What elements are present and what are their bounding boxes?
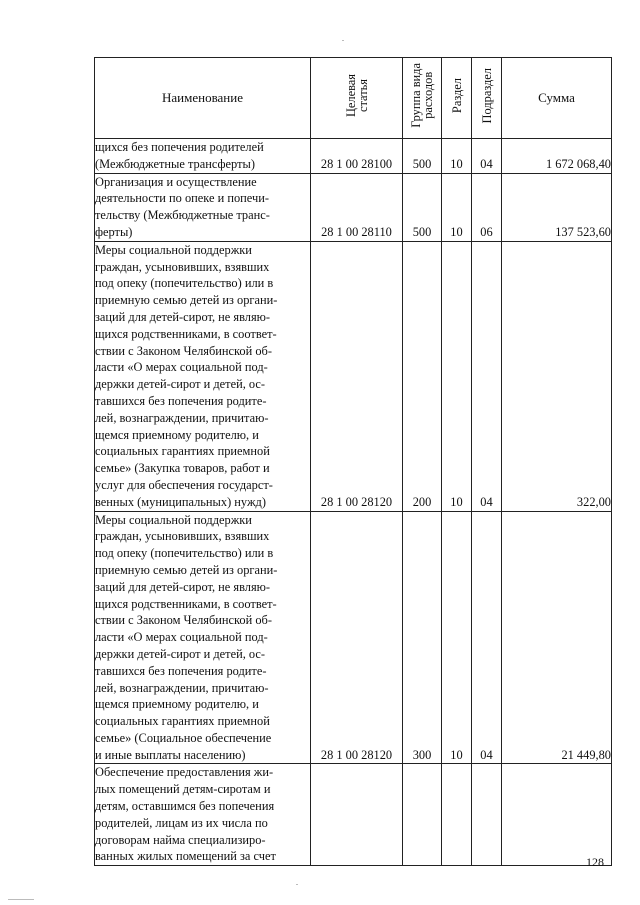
- row-target-article: 28 1 00 28120: [311, 241, 403, 511]
- row-expense-group: 200: [403, 241, 442, 511]
- table-header-row: [95, 58, 612, 139]
- header-name: Наименование: [95, 58, 311, 139]
- row-expense-group: 500: [403, 139, 442, 174]
- row-section: 10: [442, 173, 472, 241]
- row-target-article: [311, 764, 403, 866]
- table-row: [95, 511, 612, 764]
- header-amount: Сумма: [502, 58, 612, 139]
- budget-table: [94, 57, 612, 866]
- row-amount: [502, 764, 612, 866]
- row-section: 10: [442, 511, 472, 764]
- scan-speck: [8, 899, 34, 900]
- table-row: [95, 241, 612, 511]
- row-expense-group: [403, 764, 442, 866]
- header-section: Раздел: [442, 58, 472, 139]
- row-target-article: 28 1 00 28110: [311, 173, 403, 241]
- row-section: 10: [442, 241, 472, 511]
- scan-speck: [296, 884, 298, 885]
- row-amount: 1 672 068,40: [502, 139, 612, 174]
- row-target-article: 28 1 00 28100: [311, 139, 403, 174]
- row-subsection: 04: [472, 511, 502, 764]
- row-subsection: 04: [472, 241, 502, 511]
- row-name: Организация и осуществление деятельности по опеке и попечи- тельству (Межбюджетные транс- ферты): [95, 173, 311, 241]
- row-expense-group: 300: [403, 511, 442, 764]
- header-expense-group: Группа вида расходов: [403, 58, 442, 139]
- page-number: 128: [586, 855, 604, 869]
- row-amount: 322,00: [502, 241, 612, 511]
- row-section: [442, 764, 472, 866]
- row-subsection: 04: [472, 139, 502, 174]
- row-name: Меры социальной поддержки граждан, усыновивших, взявших под опеку (попечительство) или в приемную семью детей из органи- заций для детей-сирот, не являю- щихся родственниками, в соответ- ствии с Законом Челябинской об- ласти «О мерах социальной под- держки детей-сирот и детей, ос- тавшихся без попечения родите- лей, вознаграждении, причитаю- щемся приемному родителю, и социальных гарантиях приемной семье» (Закупка товаров, работ и услуг для обеспечения государст- венных (муниципальных) нужд): [95, 241, 311, 511]
- row-section: 10: [442, 139, 472, 174]
- row-expense-group: 500: [403, 173, 442, 241]
- table-row: [95, 764, 612, 866]
- row-name: щихся без попечения родителей (Межбюджетные трансферты): [95, 139, 311, 174]
- row-subsection: [472, 764, 502, 866]
- row-name: Меры социальной поддержки граждан, усыновивших, взявших под опеку (попечительство) или в приемную семью детей из органи- заций для детей-сирот, не являю- щихся родственниками, в соответ- ствии с Законом Челябинской об- ласти «О мерах социальной под- держки детей-сирот и детей, ос- тавшихся без попечения родите- лей, вознаграждении, причитаю- щемся приемному родителю, и социальных гарантиях приемной семье» (Социальное обеспечение и иные выплаты населению): [95, 511, 311, 764]
- row-amount: 137 523,60: [502, 173, 612, 241]
- header-target-article: Целевая статья: [311, 58, 403, 139]
- header-subsection: Подраздел: [472, 58, 502, 139]
- row-target-article: 28 1 00 28120: [311, 511, 403, 764]
- row-amount: 21 449,80: [502, 511, 612, 764]
- row-name: Обеспечение предоставления жи- лых помещений детям-сиротам и детям, оставшимся без попечения родителей, лицам из их числа по договорам найма специализиро- ванных жилых помещений за счет: [95, 764, 311, 866]
- row-subsection: 06: [472, 173, 502, 241]
- table-row: [95, 173, 612, 241]
- scan-speck: [342, 40, 344, 41]
- table-row: [95, 139, 612, 174]
